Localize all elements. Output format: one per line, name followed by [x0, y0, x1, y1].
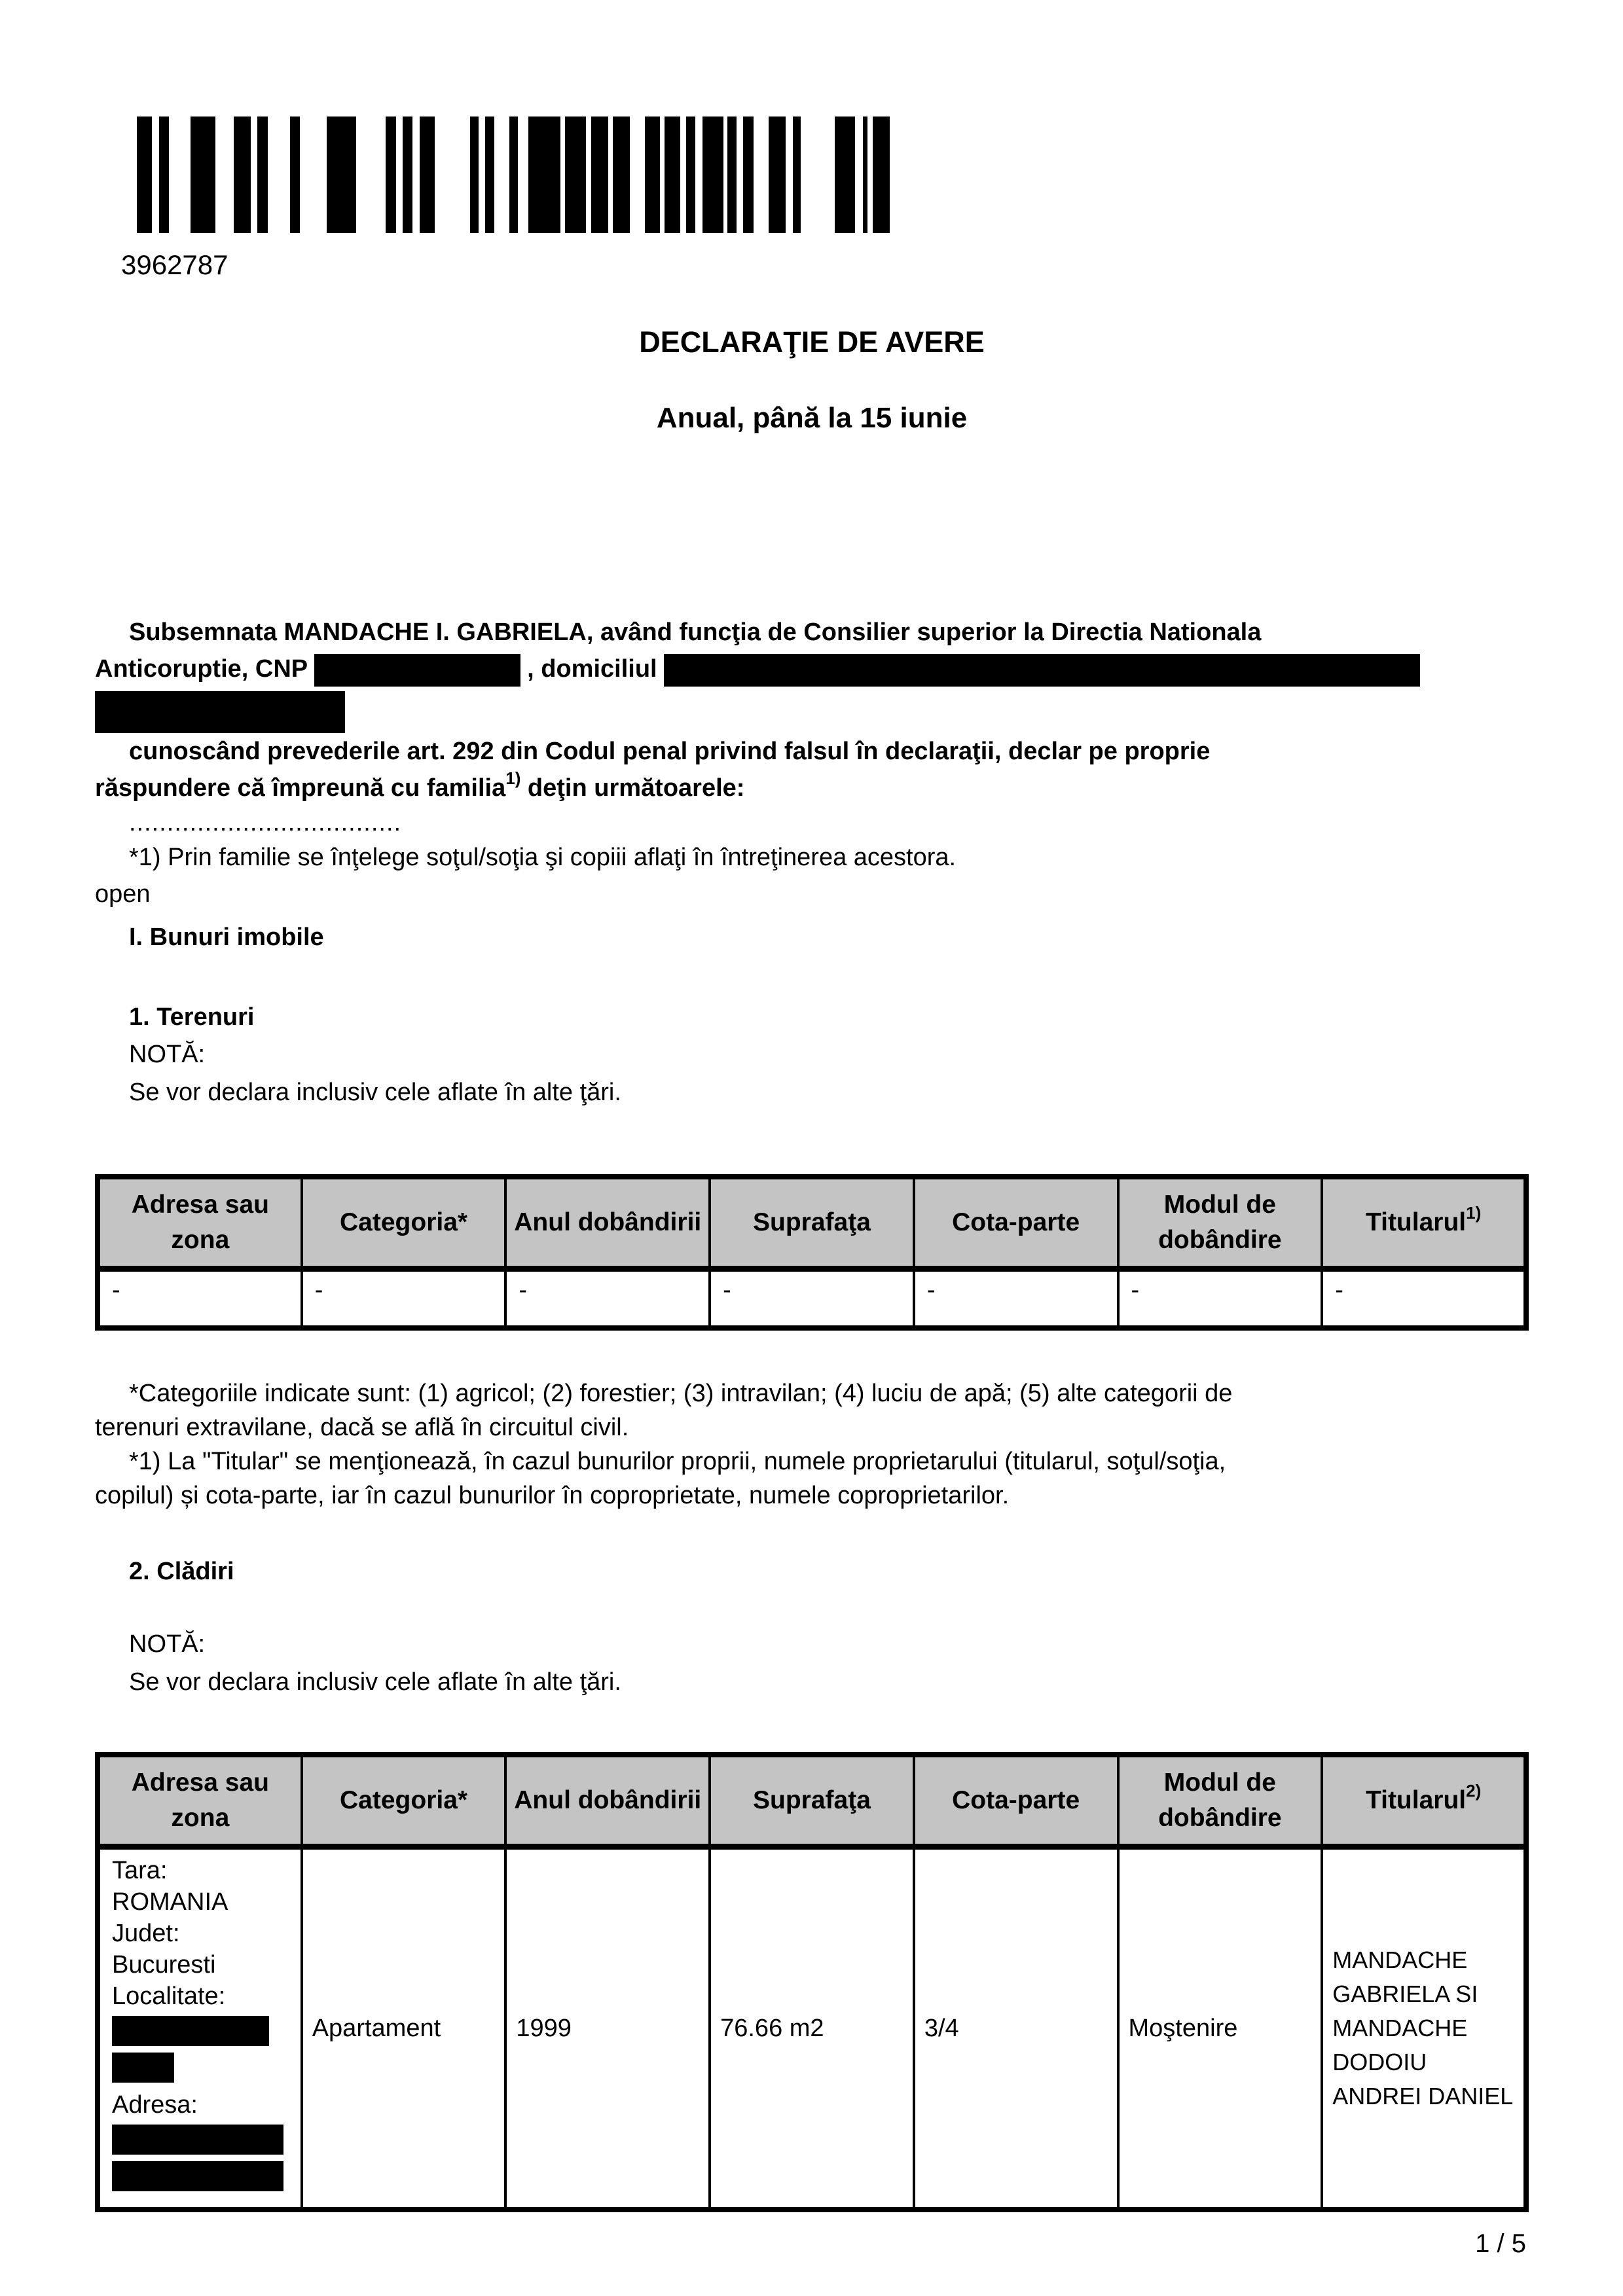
barcode-bar: [743, 117, 753, 233]
col-header-share: Cota-parte: [914, 1177, 1118, 1269]
cell-acquisition-empty: -: [1118, 1269, 1322, 1329]
note-text-terenuri: Se vor declara inclusiv cele aflate în alte ţări.: [129, 1079, 621, 1106]
cell-acquisition: Moştenire: [1118, 1847, 1322, 2210]
barcode-bar: [769, 117, 786, 233]
barcode-bar: [835, 117, 855, 233]
page-number: 1 / 5: [1475, 2229, 1526, 2258]
barcode-bar: [191, 117, 215, 233]
col-header-acquisition: Modul de dobândire: [1118, 1177, 1322, 1269]
col-header-address: Adresa sau zona: [98, 1755, 302, 1847]
barcode-bar: [485, 117, 494, 233]
barcode-gap: [518, 117, 528, 233]
col-header-address: Adresa sau zona: [98, 1177, 302, 1269]
col-header-holder-sup: 1): [1466, 1203, 1482, 1223]
barcode-bar: [386, 117, 395, 233]
barcode-bar: [793, 117, 801, 233]
intro-line-2: [95, 651, 1529, 687]
county-label: Judet:: [112, 1920, 180, 1947]
col-header-category: Categoria*: [302, 1177, 506, 1269]
col-header-year: Anul dobândirii: [505, 1177, 710, 1269]
barcode-bar: [470, 117, 479, 233]
footnote-categories-line-2: terenuri extravilane, dacă se află în circuitul civil.: [95, 1414, 629, 1441]
cell-share: 3/4: [914, 1847, 1118, 2210]
barcode-bar: [420, 117, 435, 233]
land-table: [95, 1174, 1529, 1331]
subsection-heading-terenuri: 1. Terenuri: [129, 1003, 255, 1031]
dots-line: ....................................: [129, 809, 402, 836]
barcode-bar: [702, 117, 723, 233]
redaction-cnp: [314, 654, 520, 687]
barcode-bar: [137, 117, 152, 233]
barcode-gap: [152, 117, 158, 233]
cell-year: 1999: [505, 1847, 710, 2210]
barcode-gap: [494, 117, 509, 233]
col-header-category: Categoria*: [302, 1755, 506, 1847]
redaction-street-2: [112, 2161, 283, 2191]
col-header-holder-sup: 2): [1466, 1781, 1482, 1801]
footnote-holder-line-1: *1) La "Titular" se menţionează, în cazul bunurilor proprii, numele proprietarului (titularul, soţul/soţia,: [129, 1448, 1226, 1475]
land-table-header: [98, 1177, 1526, 1269]
barcode-gap: [412, 117, 420, 233]
barcode-bar: [234, 117, 251, 233]
barcode-bar: [290, 117, 300, 233]
country-label: Tara:: [112, 1857, 168, 1884]
document-title: DECLARAŢIE DE AVERE: [639, 325, 985, 359]
barcode-bar: [565, 117, 586, 233]
barcode-gap: [215, 117, 234, 233]
intro-paragraph: [95, 614, 1529, 733]
buildings-table: [95, 1752, 1529, 2212]
barcode-gap: [396, 117, 403, 233]
col-header-area: Suprafaţa: [710, 1755, 914, 1847]
barcode-gap: [586, 117, 592, 233]
barcode-bar: [591, 117, 608, 233]
table-header-row: [98, 1177, 1526, 1269]
barcode: [137, 117, 890, 233]
barcode-gap: [560, 117, 565, 233]
table-row-building: [98, 1847, 1526, 2210]
col-header-year: Anul dobândirii: [505, 1755, 710, 1847]
land-table-footnotes: [95, 1376, 1529, 1513]
barcode-gap: [268, 117, 290, 233]
barcode-number: 3962787: [121, 249, 228, 280]
barcode-gap: [680, 117, 686, 233]
barcode-bar: [327, 117, 356, 233]
barcode-gap: [737, 117, 743, 233]
county-value: Bucuresti: [112, 1951, 216, 1979]
intro-cnp-label: Anticoruptie, CNP: [95, 655, 308, 683]
barcode-bar: [159, 117, 169, 233]
cell-holder: MANDACHE GABRIELA SI MANDACHE DODOIU ANDREI DANIEL: [1322, 1847, 1526, 2210]
footnote-holder-line-2: copilul) și cota-parte, iar în cazul bunurilor în coproprietate, numele coproprietarilor.: [95, 1482, 1010, 1509]
col-header-holder: [1322, 1177, 1526, 1269]
col-header-holder-label: Titularul: [1365, 1208, 1467, 1236]
barcode-gap: [867, 117, 873, 233]
barcode-gap: [801, 117, 835, 233]
note-text-cladiri: Se vor declara inclusiv cele aflate în alte ţări.: [129, 1668, 621, 1696]
barcode-gap: [786, 117, 793, 233]
intro-domicile-label: , domiciliul: [527, 655, 657, 683]
cell-address: [98, 1847, 302, 2210]
table-header-row: [98, 1755, 1526, 1847]
redaction-street-1: [112, 2125, 283, 2155]
section-heading-bunuri-imobile: I. Bunuri imobile: [129, 924, 324, 951]
barcode-gap: [479, 117, 485, 233]
redaction-domicile-2: [95, 691, 345, 733]
document-subtitle: Anual, până la 15 iunie: [656, 402, 968, 434]
declaration-line-2: [95, 770, 1529, 806]
cell-year-empty: -: [505, 1269, 710, 1329]
barcode-gap: [251, 117, 257, 233]
barcode-bar: [645, 117, 660, 233]
family-footnote: *1) Prin familie se înţelege soţul/soţia şi copiii aflaţi în întreţinerea acestora.: [129, 844, 957, 871]
barcode-gap: [630, 117, 645, 233]
barcode-bar: [873, 117, 890, 233]
cell-area: 76.66 m2: [710, 1847, 914, 2210]
declaration-line-2-text: răspundere că împreună cu familia: [95, 774, 506, 802]
redaction-city-1: [112, 2016, 269, 2046]
redaction-city-2: [112, 2053, 174, 2083]
barcode-gap: [608, 117, 613, 233]
country-value: ROMANIA: [112, 1888, 228, 1916]
col-header-area: Suprafaţa: [710, 1177, 914, 1269]
cell-share-empty: -: [914, 1269, 1118, 1329]
open-marker: open: [95, 880, 151, 908]
declaration-line-2-end: deţin următoarele:: [520, 774, 745, 802]
subsection-heading-cladiri: 2. Clădiri: [129, 1558, 234, 1585]
barcode-gap: [169, 117, 191, 233]
col-header-acquisition: Modul de dobândire: [1118, 1755, 1322, 1847]
cell-category: Apartament: [302, 1847, 506, 2210]
barcode-gap: [695, 117, 702, 233]
table-row-empty: [98, 1269, 1526, 1329]
redaction-domicile: [664, 654, 1420, 687]
barcode-gap: [356, 117, 386, 233]
barcode-gap: [855, 117, 863, 233]
declaration-line-1: cunoscând prevederile art. 292 din Codul penal privind falsul în declaraţii, declar pe proprie: [129, 738, 1211, 765]
cell-area-empty: -: [710, 1269, 914, 1329]
declaration-paragraph: [95, 733, 1529, 806]
cell-address-empty: -: [98, 1269, 302, 1329]
street-label: Adresa:: [112, 2091, 198, 2119]
barcode-bar: [686, 117, 696, 233]
col-header-share: Cota-parte: [914, 1755, 1118, 1847]
note-label-terenuri: NOTĂ:: [129, 1041, 206, 1068]
cell-category-empty: -: [302, 1269, 506, 1329]
footnote-categories-line-1: *Categoriile indicate sunt: (1) agricol; (2) forestier; (3) intravilan; (4) luciu de apă; (5) alte categorii de: [129, 1380, 1233, 1407]
barcode-bar: [613, 117, 630, 233]
barcode-bar: [727, 117, 737, 233]
col-header-holder: [1322, 1755, 1526, 1847]
barcode-gap: [660, 117, 665, 233]
barcode-gap: [435, 117, 470, 233]
footnote-ref-1: 1): [505, 768, 521, 788]
barcode-bar: [665, 117, 680, 233]
barcode-bar: [403, 117, 412, 233]
note-label-cladiri: NOTĂ:: [129, 1630, 206, 1658]
col-header-holder-label: Titularul: [1365, 1786, 1467, 1814]
barcode-bar: [863, 117, 867, 233]
buildings-table-header: [98, 1755, 1526, 1847]
barcode-bar: [509, 117, 518, 233]
cell-holder-empty: -: [1322, 1269, 1526, 1329]
barcode-bar: [257, 117, 267, 233]
barcode-gap: [300, 117, 327, 233]
city-label: Localitate:: [112, 1982, 226, 2010]
barcode-bar: [528, 117, 560, 233]
intro-line-1: Subsemnata MANDACHE I. GABRIELA, având funcţia de Consilier superior la Directia Nationala: [129, 619, 1262, 646]
barcode-gap: [754, 117, 769, 233]
intro-line-3: [95, 687, 1529, 733]
